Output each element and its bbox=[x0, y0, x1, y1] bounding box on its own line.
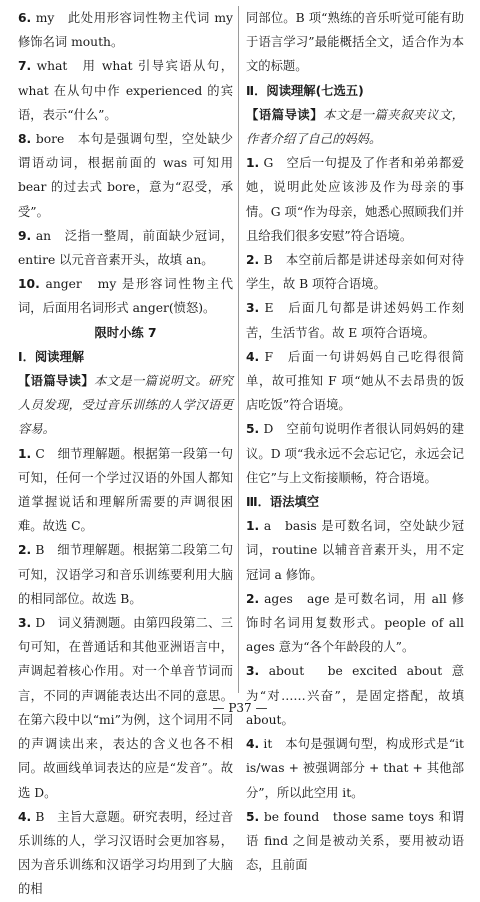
reading-answer-1: 1. C 细节理解题。根据第一段第一句可知，任何一个学过汉语的外国人都知道掌握说话和理解所需要的声调很困难。故选 C。 bbox=[18, 446, 233, 534]
answer-item-10: 10. anger my 是形容词性物主代词，后面用名词形式 anger(愤怒)。 bbox=[18, 277, 233, 316]
passage-intro: 【语篇导读】本文是一篇说明文。研究人员发现，受过音乐训练的人学汉语更容易。 bbox=[18, 374, 233, 437]
cloze-answer-4: 4. F 后面一句讲妈妈自己吃得很简单，故可推知 F 项“她从不去昂贵的饭店吃饭”符合语境。 bbox=[246, 349, 464, 413]
right-column bbox=[246, 6, 464, 873]
cloze-answer-3: 3. E 后面几句都是讲述妈妈工作刻苦，生活节省。故 E 项符合语境。 bbox=[246, 301, 464, 340]
reading-section-heading: Ⅰ．阅读理解 bbox=[18, 349, 85, 364]
cloze-answer-5: 5. D 空前句说明作者很认同妈妈的建议。D 项“我永远不会忘记它，永远会记住它”与上文衔接顺畅，符合语境。 bbox=[246, 422, 464, 485]
left-column bbox=[18, 6, 233, 897]
cloze-answer-1: 1. G 空后一句提及了作者和弟弟都爱她，说明此处应该涉及作为母亲的事情。G 项“作为母亲，她悉心照顾我们并且给我们很多安慰”符合语境。 bbox=[246, 156, 464, 243]
grammar-section-heading: Ⅲ．语法填空 bbox=[246, 495, 320, 510]
grammar-answer-1: 1. a basis 是可数名词，空处缺少冠词，routine 以辅音音素开头，用不定冠词 a 修饰。 bbox=[246, 519, 464, 582]
answer-item-7: 7. what 用 what 引导宾语从句，what 在从句中作 experienced 的宾语，表示“什么”。 bbox=[18, 59, 233, 122]
reading-answer-3: 3. D 词义猜测题。由第四段第二、三句可知，在普通话和其他亚洲语言中，声调起着核心作用。对一个单音节词而言，不同的声调能表达出不同的意思。在第六段中以“mi”为例，这个词用不同的声调读出来，表达的含义也各不相同。故画线单词表达的应是“发音”。故选 D。 bbox=[18, 616, 233, 800]
reading-answer-2: 2. B 细节理解题。根据第二段第二句可知，汉语学习和音乐训练要利用大脑的相同部位。故选 B。 bbox=[18, 543, 233, 606]
grammar-answer-4: 4. it 本句是强调句型，构成形式是“it is/was + 被强调部分 + that + 其他部分”，所以此空用 it。 bbox=[246, 737, 464, 800]
answer-item-8: 8. bore 本句是强调句型，空处缺少谓语动词，根据前面的 was 可知用 bear 的过去式 bore，意为“忍受，承受”。 bbox=[18, 132, 233, 219]
answer-item-9: 9. an 泛指一整周，前面缺少冠词，entire 以元音音素开头，故填 an。 bbox=[18, 228, 233, 268]
passage-intro-2: 【语篇导读】本文是一篇夹叙夹议文，作者介绍了自己的妈妈。 bbox=[246, 107, 464, 147]
column-divider bbox=[238, 6, 239, 693]
seven-choose-five-heading: Ⅱ．阅读理解(七选五) bbox=[246, 83, 364, 98]
answer-continuation: 同部位。B 项“熟练的音乐听觉可能有助于语言学习”最能概括全文，适合作为本文的标题。 bbox=[246, 11, 464, 74]
grammar-answer-3: 3. about be excited about 意为“对……兴奋”，是固定搭配，故填 about。 bbox=[246, 664, 464, 727]
grammar-answer-5: 5. be found those same toys 和谓语 find 之间是被动关系，要用被动语态，且前面 bbox=[246, 809, 464, 873]
page-number: — P37 — bbox=[212, 701, 268, 715]
answer-item-6: 6. my 此处用形容词性物主代词 my 修饰名词 mouth。 bbox=[18, 11, 233, 50]
cloze-answer-2: 2. B 本空前后都是讲述母亲如何对待学生，故 B 项符合语境。 bbox=[246, 253, 464, 292]
section-title: 限时小练 7 bbox=[94, 325, 157, 340]
reading-answer-4: 4. B 主旨大意题。研究表明，经过音乐训练的人，学习汉语时会更加容易，因为音乐训练和汉语学习均用到了大脑的相 bbox=[18, 809, 233, 897]
grammar-answer-2: 2. ages age 是可数名词，用 all 修饰时名词用复数形式。people of all ages 意为“各个年龄段的人”。 bbox=[246, 591, 464, 655]
